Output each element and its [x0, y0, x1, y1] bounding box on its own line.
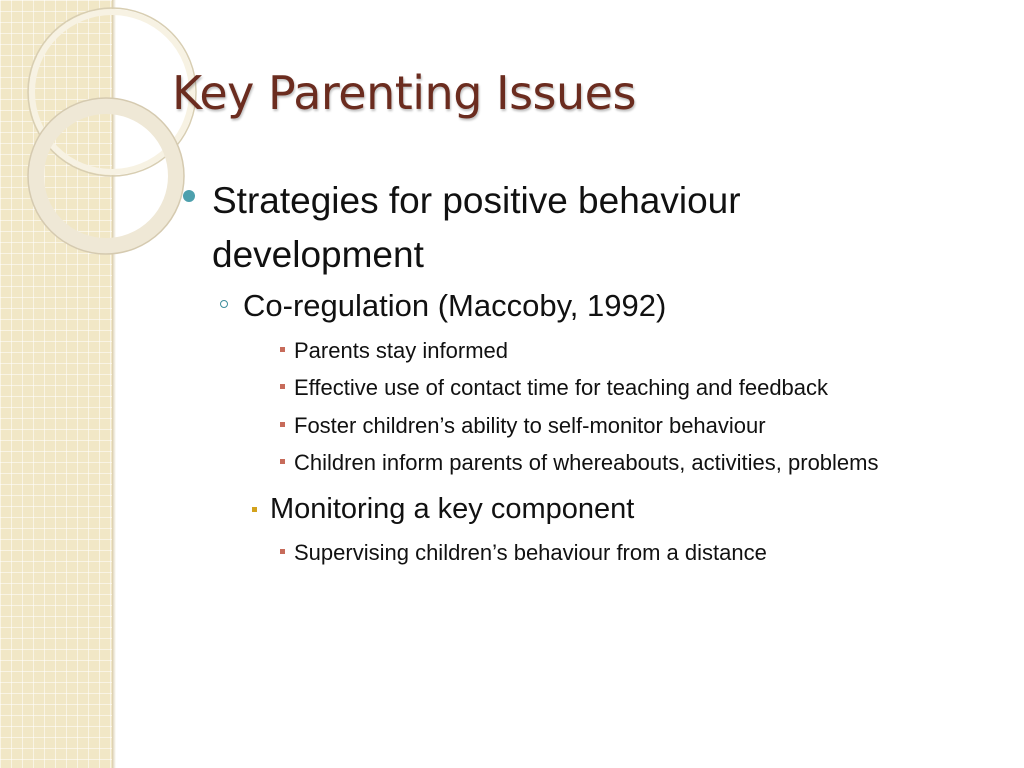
level1-bullet-icon: [183, 190, 195, 202]
level2-ring-bullet-icon: [220, 300, 228, 308]
point-supervising: Supervising children’s behaviour from a distance: [294, 540, 767, 565]
bullet-monitoring: Monitoring a key component: [270, 493, 635, 525]
level2-square-bullet-icon: [252, 507, 257, 512]
slide-title: Key Parenting Issues: [172, 66, 636, 120]
point-self-monitor: Foster children’s ability to self-monitor behaviour: [294, 413, 766, 438]
level3-square-bullet-icon: [280, 384, 285, 389]
point-children-inform: Children inform parents of whereabouts, activities, problems: [294, 450, 879, 475]
level3-square-bullet-icon: [280, 347, 285, 352]
level3-square-bullet-icon: [280, 459, 285, 464]
level3-square-bullet-icon: [280, 422, 285, 427]
level3-square-bullet-icon: [280, 549, 285, 554]
bullet-strategies: Strategies for positive behaviour development: [212, 180, 741, 275]
point-parents-informed: Parents stay informed: [294, 338, 508, 363]
bullet-co-regulation: Co-regulation (Maccoby, 1992): [243, 288, 667, 323]
point-contact-time: Effective use of contact time for teaching and feedback: [294, 375, 829, 400]
